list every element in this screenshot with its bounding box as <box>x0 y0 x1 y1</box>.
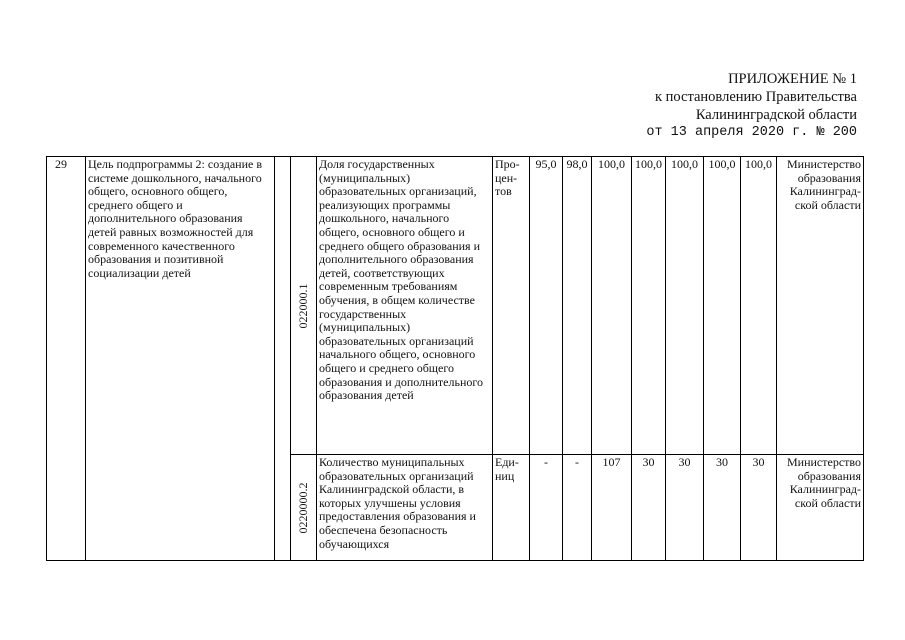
goal-text: Цель подпрограммы 2: создание в системе дошкольного, начального общего, основного общего, среднего общего и дополнительного образования детей равных возможностей для современного качественного образования и позитивной социализации детей <box>86 157 275 561</box>
empty-cell <box>275 157 291 561</box>
value-cell: 100,0 <box>592 157 632 455</box>
value-cell: 107 <box>592 455 632 561</box>
value-cell: 100,0 <box>741 157 777 455</box>
value-cell: 30 <box>704 455 741 561</box>
value-cell: 100,0 <box>632 157 666 455</box>
appendix-date-number: от 13 апреля 2020 г. № 200 <box>646 125 857 140</box>
value-cell: 98,0 <box>563 157 592 455</box>
indicator-name: Количество муниципальных образовательных организаций Калининградской области, в которых улучшены условия предоставления образования и обеспечена безопасность обучающихся <box>317 455 493 561</box>
value-cell: 30 <box>632 455 666 561</box>
value-cell: 95,0 <box>530 157 563 455</box>
indicators-table <box>46 156 864 561</box>
appendix-title: ПРИЛОЖЕНИЕ № 1 <box>728 71 857 87</box>
value-cell: - <box>530 455 563 561</box>
indicator-code-cell <box>291 157 317 455</box>
indicator-unit: Про- цен- тов <box>493 157 530 455</box>
value-cell: 100,0 <box>666 157 704 455</box>
value-cell: 30 <box>741 455 777 561</box>
ministry-cell: Министерство образования Калининград- ской области <box>777 455 864 561</box>
appendix-region: Калининградской области <box>695 107 857 123</box>
row-number: 29 <box>47 157 86 561</box>
appendix-subtitle: к постановлению Правительства <box>655 89 857 105</box>
indicator-code-cell <box>291 455 317 561</box>
value-cell: 30 <box>666 455 704 561</box>
indicator-name: Доля государственных (муниципальных) образовательных организаций, реализующих программы дошкольного, начального общего, основного общего и среднего общего образования и дополнительного образования детей, соответствующих современным требованиям обучения, в общем количестве государственных (муниципальных) образовательных организаций начального общего, основного общего и среднего общего образования и дополнительного образования детей <box>317 157 493 455</box>
table-row <box>47 157 864 455</box>
ministry-cell: Министерство образования Калининград- ской области <box>777 157 864 455</box>
indicator-code: 022000.1 <box>295 283 310 328</box>
document-header <box>646 70 857 142</box>
value-cell: - <box>563 455 592 561</box>
indicator-unit: Еди- ниц <box>493 455 530 561</box>
value-cell: 100,0 <box>704 157 741 455</box>
indicator-code: 0220000.2 <box>295 482 310 533</box>
